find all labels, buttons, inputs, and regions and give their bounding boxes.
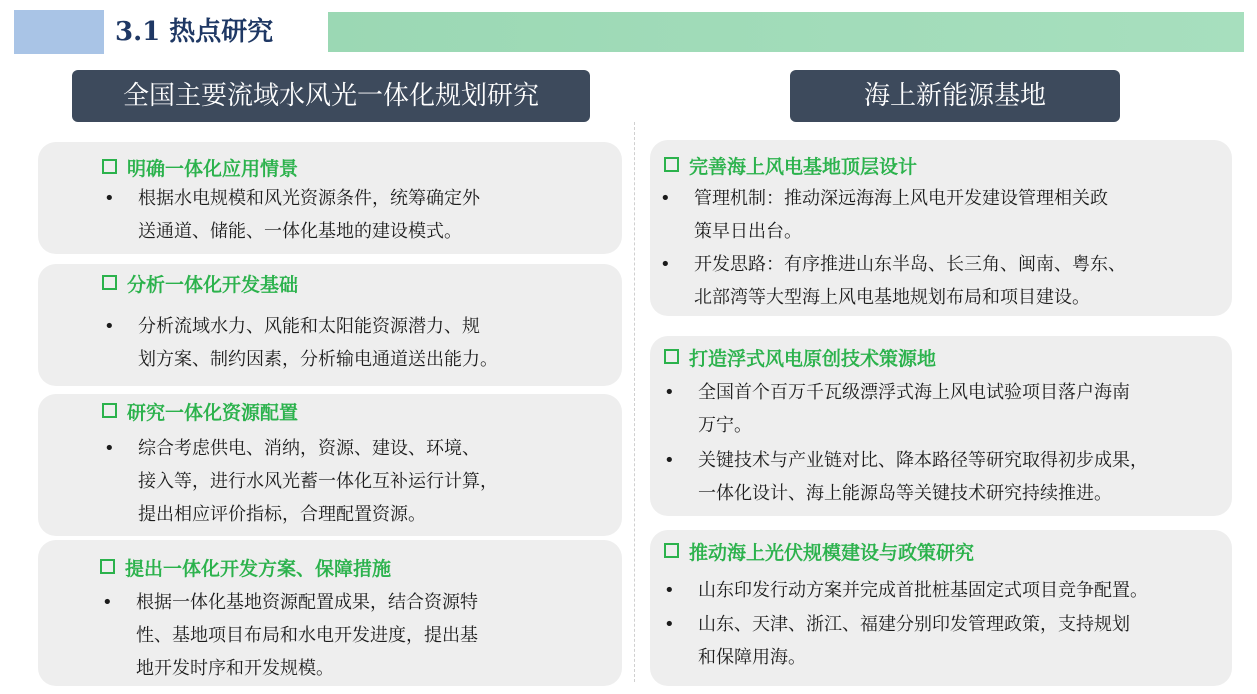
right-card-heading: 推动海上光伏规模建设与政策研究 bbox=[664, 538, 974, 565]
left-column-title: 全国主要流域水风光一体化规划研究 bbox=[72, 70, 590, 122]
bullet-dot-icon: • bbox=[660, 254, 671, 275]
checkbox-square-icon bbox=[664, 349, 679, 364]
bullet-item: • 根据一体化基地资源配置成果，结合资源特 性、基地项目布局和水电开发进度，提出基 地开发时序和开发规模。 bbox=[136, 586, 478, 685]
bullet-dot-icon: • bbox=[104, 316, 115, 337]
left-card-heading: 提出一体化开发方案、保障措施 bbox=[100, 554, 391, 581]
header-accent-block bbox=[14, 10, 104, 54]
bullet-item: • 山东、天津、浙江、福建分别印发管理政策，支持规划 和保障用海。 bbox=[698, 608, 1130, 674]
left-card-heading: 研究一体化资源配置 bbox=[102, 398, 298, 425]
checkbox-square-icon bbox=[664, 543, 679, 558]
left-card-plan bbox=[38, 540, 622, 686]
left-card-heading: 分析一体化开发基础 bbox=[102, 270, 298, 297]
left-card-scenario bbox=[38, 142, 622, 254]
right-card-heading: 打造浮式风电原创技术策源地 bbox=[664, 344, 936, 371]
checkbox-square-icon bbox=[102, 275, 117, 290]
bullet-item: • 全国首个百万千瓦级漂浮式海上风电试验项目落户海南 万宁。 bbox=[698, 376, 1130, 442]
checkbox-square-icon bbox=[102, 403, 117, 418]
bullet-dot-icon: • bbox=[102, 592, 113, 613]
right-card-heading: 完善海上风电基地顶层设计 bbox=[664, 152, 917, 179]
checkbox-square-icon bbox=[664, 157, 679, 172]
left-card-resource bbox=[38, 394, 622, 536]
section-title: 3.1 热点研究 bbox=[115, 17, 274, 47]
bullet-dot-icon: • bbox=[664, 580, 675, 601]
bullet-item: • 综合考虑供电、消纳，资源、建设、环境、 接入等，进行水风光蓄一体化互补运行计算， 提出相应评价指标，合理配置资源。 bbox=[138, 432, 498, 531]
right-card-solar bbox=[650, 530, 1232, 686]
bullet-dot-icon: • bbox=[664, 614, 675, 635]
checkbox-square-icon bbox=[100, 559, 115, 574]
bullet-dot-icon: • bbox=[660, 188, 671, 209]
bullet-item: • 山东印发行动方案并完成首批桩基固定式项目竞争配置。 bbox=[698, 574, 1148, 607]
header-accent-bar bbox=[328, 12, 1244, 52]
bullet-item: • 分析流域水力、风能和太阳能资源潜力、规 划方案、制约因素，分析输电通道送出能力。 bbox=[138, 310, 498, 376]
right-card-floating bbox=[650, 336, 1232, 516]
bullet-dot-icon: • bbox=[104, 438, 115, 459]
bullet-dot-icon: • bbox=[664, 450, 675, 471]
bullet-item: • 根据水电规模和风光资源条件，统筹确定外 送通道、储能、一体化基地的建设模式。 bbox=[138, 182, 480, 248]
left-card-heading: 明确一体化应用情景 bbox=[102, 154, 298, 181]
bullet-item: • 关键技术与产业链对比、降本路径等研究取得初步成果， 一体化设计、海上能源岛等关键技术研究持续推进。 bbox=[698, 444, 1148, 510]
right-card-design bbox=[650, 140, 1232, 316]
checkbox-square-icon bbox=[102, 159, 117, 174]
bullet-dot-icon: • bbox=[664, 382, 675, 403]
column-divider bbox=[634, 122, 635, 682]
bullet-dot-icon: • bbox=[104, 188, 115, 209]
bullet-item: • 管理机制：推动深远海海上风电开发建设管理相关政 策早日出台。 bbox=[694, 182, 1108, 248]
bullet-item: • 开发思路：有序推进山东半岛、长三角、闽南、粤东、 北部湾等大型海上风电基地规划布局和项目建设。 bbox=[694, 248, 1126, 314]
right-column-title: 海上新能源基地 bbox=[790, 70, 1120, 122]
left-card-basis bbox=[38, 264, 622, 386]
